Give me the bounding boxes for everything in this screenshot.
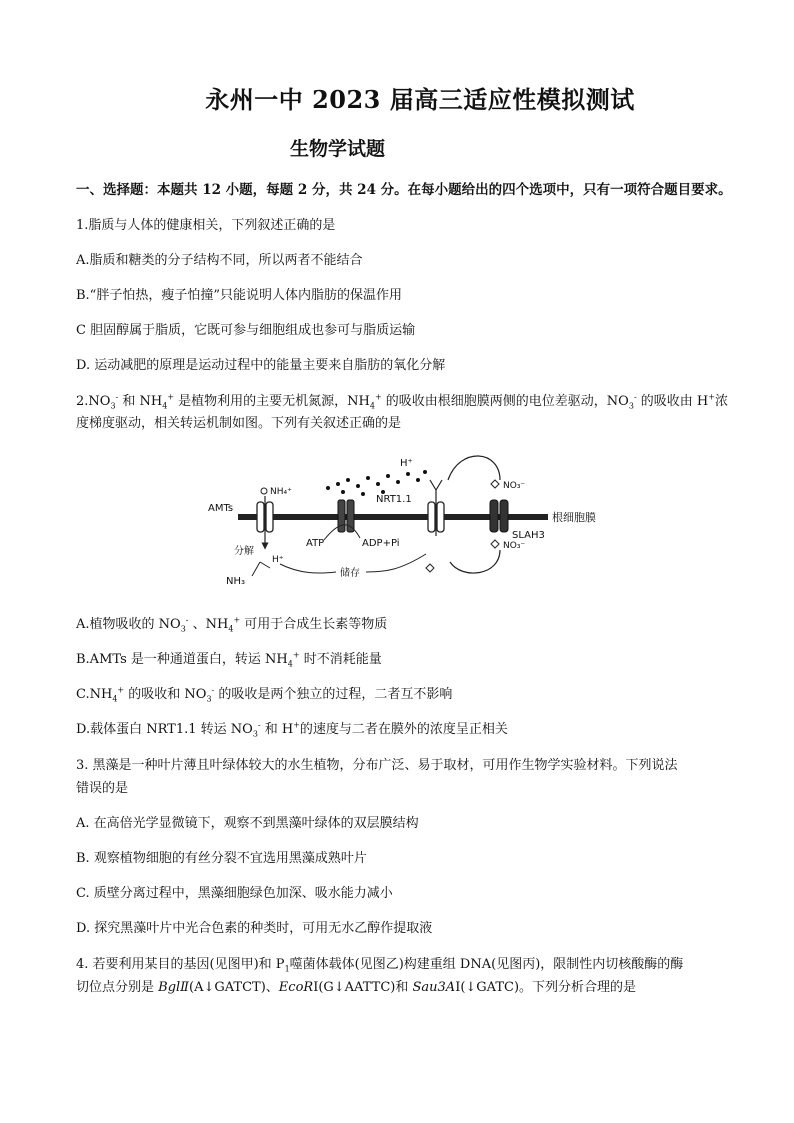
- storage-arrow-right: [366, 554, 426, 572]
- no3-diamond-top: [491, 480, 499, 488]
- question-1-option-b: B.“胖子怕热，瘦子怕撞”只能说明人体内脂肪的保温作用: [76, 288, 402, 303]
- question-3-option-d: D. 探究黑藻叶片中光合色素的种类时，可用无水乙醇作提取液: [76, 921, 433, 936]
- page-subtitle: 生物学试题: [290, 138, 386, 160]
- question-1-option-c: C 胆固醇属于脂质，它既可参与细胞组成也参可与脂质运输: [76, 323, 416, 338]
- nh4-ion-top: [261, 488, 267, 494]
- question-3-option-a: A. 在高倍光学显微镜下，观察不到黑藻叶绿体的双层膜结构: [76, 816, 419, 831]
- question-4-stem-line1: 4. 若要利用某目的基因(见图甲)和 $P_1$噬菌体载体(见图乙)构建重组 DNA(见图丙)，限制性内切核酸酶的酶: [76, 957, 684, 974]
- hplus-bottom-label: H⁺: [272, 555, 284, 565]
- question-2-option-b: B.AMTs 是一种通道蛋白，转运 $NH_4^+$ 时不消耗能量: [76, 650, 382, 669]
- slah3-label: SLAH3: [512, 530, 545, 541]
- nrt11-label: NRT1.1: [376, 494, 412, 505]
- no3-diamond-inside: [426, 564, 434, 572]
- question-2-option-d: D.载体蛋白 NRT1.1 转运 $NO_3^-$ 和 H+的速度与二者在膜外的浓度呈正相关: [76, 720, 508, 739]
- question-4-stem-line2: 切位点分别是 BglⅡ(A↓GATCT)、EcoRⅠ(G↓AATTC)和 Sau3AⅠ(↓GATC)。下列分析合理的是: [76, 980, 637, 995]
- page-title: 永州一中 2023 届高三适应性模拟测试: [205, 85, 635, 114]
- no3-diamond-bottom: [491, 540, 499, 548]
- question-1-option-d: D. 运动减肥的原理是运动过程中的能量主要来自脂肪的氧化分解: [76, 358, 446, 373]
- atp-label: ATP: [306, 538, 325, 549]
- nh3-label: NH₃: [226, 576, 246, 587]
- adp-label: ADP+Pi: [362, 538, 400, 549]
- no3-top-label: NO₃⁻: [503, 481, 526, 491]
- transport-diagram: [200, 450, 620, 590]
- breakdown-lines: [252, 562, 270, 576]
- storage-arrow-left: [280, 564, 336, 573]
- no3-cycle-arrow-top: [448, 456, 500, 480]
- section-heading: 一、选择题：本题共 12 小题，每题 2 分，共 24 分。在每小题给出的四个选项中，只有一项符合题目要求。: [76, 182, 732, 198]
- hplus-top-label: H⁺: [400, 458, 413, 469]
- membrane-label: 根细胞膜: [552, 511, 596, 524]
- question-2-stem-line1: $2.NO_3^-$ 和 $NH_4^+$ 是植物利用的主要无机氮源，$NH_4^+$ 的吸收由根细胞膜两侧的电位差驱动，$NO_3^-$ 的吸收由 H+浓: [76, 392, 728, 411]
- amts-label: AMTs: [208, 503, 234, 514]
- proton-dots: [326, 470, 427, 496]
- no3-cycle-arrow-bottom: [450, 550, 500, 573]
- question-1-option-a: A.脂质和糖类的分子结构不同，所以两者不能结合: [76, 253, 363, 268]
- question-3-stem-line1: 3. 黑藻是一种叶片薄且叶绿体较大的水生植物，分布广泛、易于取材，可用作生物学实验材料。下列说法: [76, 758, 678, 773]
- question-2-stem-line2: 度梯度驱动，相关转运机制如图。下列有关叙述正确的是: [76, 416, 402, 431]
- nh4-label: NH₄⁺: [270, 487, 292, 497]
- question-3-option-c: C. 质壁分离过程中，黑藻细胞绿色加深、吸水能力减小: [76, 886, 393, 901]
- question-2-option-a: A.植物吸收的 $NO_3^-$ 、$NH_4^+$ 可用于合成生长素等物质: [76, 615, 388, 634]
- no3-bottom-label: NO₃⁻: [503, 541, 526, 551]
- chucun-label: 储存: [340, 568, 360, 579]
- fenjie-label: 分解: [234, 546, 254, 557]
- question-3-stem-line2: 错误的是: [76, 781, 129, 796]
- question-2-option-c: $C.NH_4^+$ 的吸收和 $NO_3^-$ 的吸收是两个独立的过程，二者互不影响: [76, 685, 453, 704]
- question-1-stem: 1.脂质与人体的健康相关，下列叙述正确的是: [76, 218, 336, 233]
- question-3-option-b: B. 观察植物细胞的有丝分裂不宜选用黑藻成熟叶片: [76, 851, 367, 866]
